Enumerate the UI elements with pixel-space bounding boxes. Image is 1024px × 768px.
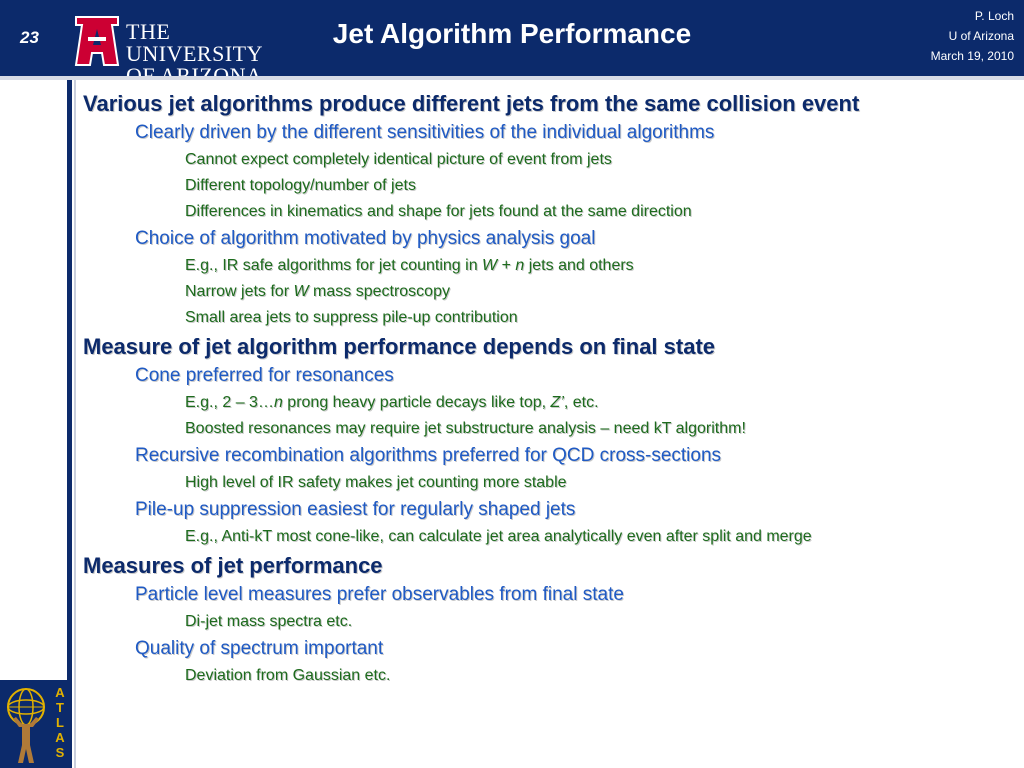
text-run: E.g., IR safe algorithms for jet counting in — [185, 257, 483, 274]
bullet-level-3 — [185, 253, 1013, 279]
bullet-level-2: Choice of algorithm motivated by physics analysis goal — [135, 228, 596, 249]
text-run: Small area jets to suppress pile-up contribution — [185, 309, 518, 326]
text-run: + — [497, 257, 516, 274]
italic-run: Z’ — [550, 394, 564, 411]
slide-body — [83, 88, 1013, 689]
sidebar-rule-thin — [74, 80, 76, 768]
atlas-letter: L — [56, 715, 64, 730]
slide-number: 23 — [20, 28, 39, 47]
slide-title: Jet Algorithm Performance — [332, 18, 692, 49]
bullet-level-3: High level of IR safety makes jet counting more stable — [185, 474, 567, 491]
bullet-level-3 — [185, 390, 1013, 416]
bullet-level-2: Cone preferred for resonances — [135, 365, 394, 386]
text-run: , etc. — [563, 394, 599, 411]
bullet-level-2: Pile-up suppression easiest for regularly shaped jets — [135, 499, 576, 520]
atlas-letter: S — [55, 745, 65, 760]
bullet-level-2: Particle level measures prefer observables from final state — [135, 584, 624, 605]
bullet-level-3: Di-jet mass spectra etc. — [185, 613, 353, 630]
atlas-figure-icon — [3, 683, 49, 765]
text-run: mass spectroscopy — [308, 283, 450, 300]
atlas-wordmark — [52, 685, 68, 760]
italic-run: W — [482, 257, 498, 274]
text-run: Narrow jets for — [185, 283, 294, 300]
bullet-level-1: Measure of jet algorithm performance depends on final state — [83, 334, 716, 359]
text-run: jets and others — [524, 257, 634, 274]
sidebar-rule — [67, 80, 72, 768]
italic-run: n — [515, 257, 525, 274]
bullet-level-3 — [185, 279, 1013, 305]
atlas-letter: T — [56, 700, 64, 715]
author-name: P. Loch — [974, 9, 1014, 23]
slide-header — [0, 0, 1024, 76]
bullet-level-3: Differences in kinematics and shape for jets found at the same direction — [185, 203, 692, 220]
bullet-level-3: Cannot expect completely identical picture of event from jets — [185, 151, 612, 168]
italic-run: W — [293, 283, 309, 300]
author-affiliation: U of Arizona — [948, 29, 1014, 43]
text-run: Boosted resonances may require jet substructure analysis – need kT algorithm! — [185, 420, 746, 437]
text-run: E.g., 2 – 3… — [185, 394, 274, 411]
bullet-level-3 — [185, 416, 1013, 442]
bullet-level-1: Various jet algorithms produce different jets from the same collision event — [83, 91, 860, 116]
author-info — [931, 6, 1014, 66]
bullet-level-1: Measures of jet performance — [83, 553, 383, 578]
bullet-level-2: Clearly driven by the different sensitivities of the individual algorithms — [135, 122, 715, 143]
atlas-letter: A — [55, 685, 65, 700]
atlas-letter: A — [55, 730, 65, 745]
bullet-level-3: Deviation from Gaussian etc. — [185, 667, 391, 684]
text-run: prong heavy particle decays like top, — [282, 394, 551, 411]
presentation-date: March 19, 2010 — [930, 49, 1014, 63]
logo-line-1: THE UNIVERSITY — [126, 19, 263, 66]
bullet-level-3 — [185, 305, 1013, 331]
bullet-level-3: Different topology/number of jets — [185, 177, 416, 194]
header-divider — [0, 76, 1024, 80]
bullet-level-2: Recursive recombination algorithms preferred for QCD cross-sections — [135, 445, 722, 466]
bullet-level-2: Quality of spectrum important — [135, 638, 384, 659]
italic-run: n — [273, 394, 283, 411]
bullet-level-3: E.g., Anti-kT most cone-like, can calculate jet area analytically even after split and merge — [185, 528, 812, 545]
